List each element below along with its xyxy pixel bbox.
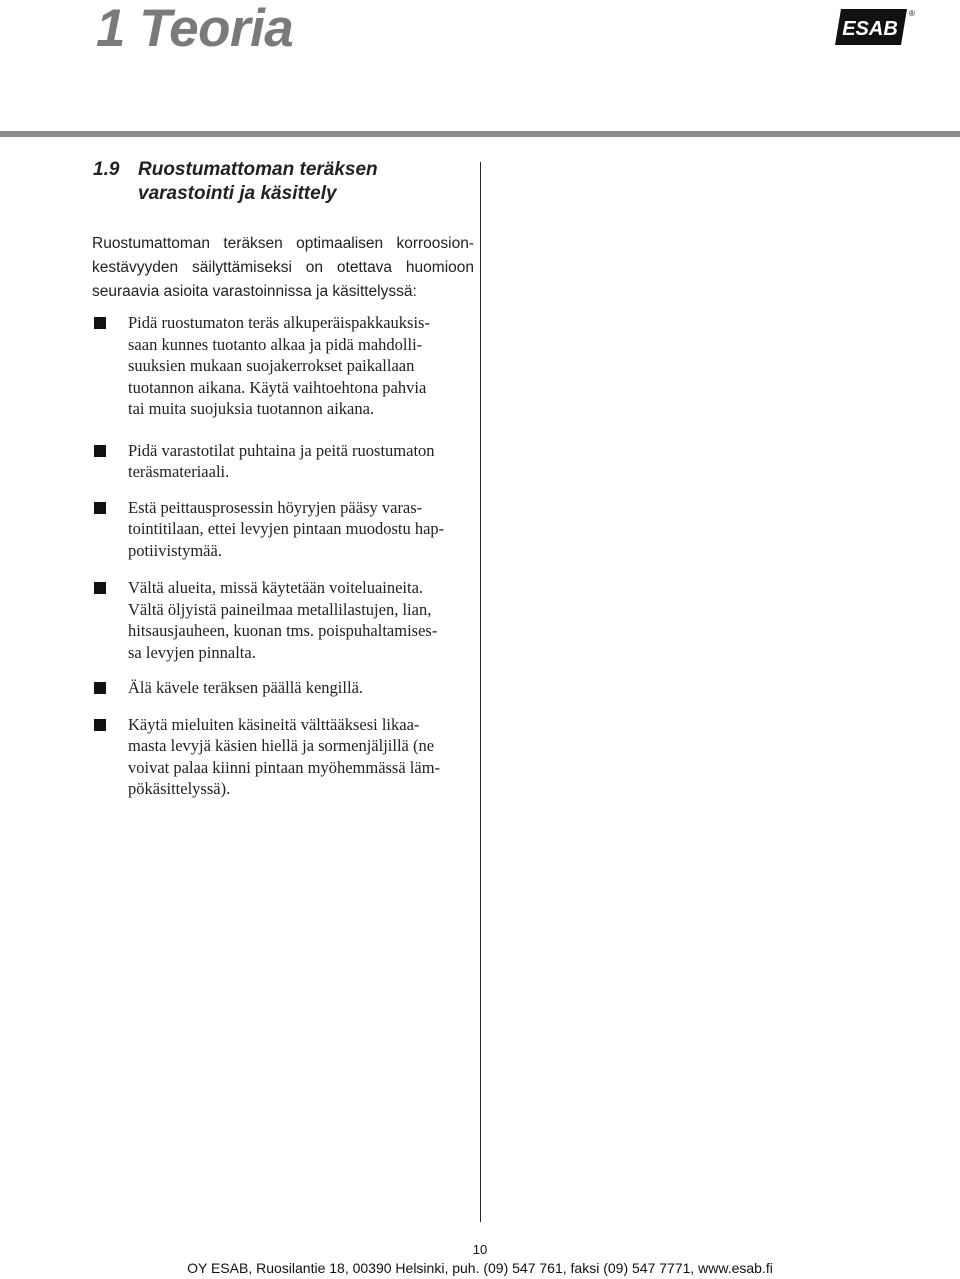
section-heading (93, 158, 473, 206)
square-bullet-icon (94, 445, 106, 457)
list-item-line: Vältä alueita, missä käytetään voiteluaineita. (128, 578, 424, 597)
list-item-line: teräsmateriaali. (128, 462, 230, 481)
header-rule (0, 131, 960, 137)
list-item-line: Pidä varastotilat puhtaina ja peitä ruostumaton (128, 440, 435, 460)
section-number: 1.9 (93, 159, 120, 180)
list-item-line: masta levyjä käsien hiellä ja sormenjäljillä (ne (128, 736, 435, 755)
list-item (92, 677, 482, 699)
bullet-list (92, 312, 482, 800)
intro-line: seuraavia asioita varastoinnissa ja käsittelyssä: (92, 283, 417, 300)
section-title-line-1: Ruostumattoman teräksen (138, 159, 378, 180)
list-item (92, 714, 482, 800)
list-item-line: Vältä öljyistä paineilmaa metallilastujen, lian, (128, 599, 432, 619)
list-item-line: Käytä mieluiten käsineitä välttääksesi likaa- (128, 714, 420, 734)
square-bullet-icon (94, 502, 106, 514)
intro-line: kestävyyden säilyttämiseksi on otettava huomioon (92, 259, 474, 276)
list-item-line: tointitilaan, ettei levyjen pintaan muodostu hap- (128, 519, 445, 538)
list-item-line: tai muita suojuksia tuotannon aikana. (128, 399, 375, 418)
list-item-line: saan kunnes tuotanto alkaa ja pidä mahdolli- (128, 334, 423, 354)
list-item-line: sa levyjen pinnalta. (128, 642, 256, 662)
list-item-line: suuksien mukaan suojakerrokset paikallaan (128, 356, 415, 375)
list-item-line: Pidä ruostumaton teräs alkuperäispakkauksis- (128, 313, 430, 332)
list-item (92, 577, 482, 663)
list-item-line: tuotannon aikana. Käytä vaihtoehtona pahvia (128, 377, 427, 397)
section-title-line-2: varastointi ja käsittely (138, 183, 337, 204)
list-item (92, 312, 482, 420)
esab-logo-graphic (833, 6, 915, 48)
square-bullet-icon (94, 582, 106, 594)
list-item-line: voivat palaa kiinni pintaan myöhemmässä läm- (128, 757, 441, 777)
list-item (92, 440, 482, 483)
list-item-line: hitsausjauheen, kuonan tms. poispuhaltamises- (128, 621, 438, 640)
list-item-line: Estä peittausprosessin höyryjen pääsy varas- (128, 497, 423, 517)
intro-paragraph (92, 232, 474, 304)
square-bullet-icon (94, 317, 106, 329)
list-item-line: pökäsittelyssä). (128, 779, 231, 798)
page-number: 10 (472, 1242, 488, 1257)
registered-mark: ® (909, 9, 915, 18)
intro-line: Ruostumattoman teräksen optimaalisen korroosion- (92, 235, 474, 252)
list-item-line: Älä kävele teräksen päällä kengillä. (128, 678, 364, 697)
esab-logo-text: ESAB (842, 18, 898, 40)
list-item-line: potiivistymää. (128, 540, 222, 560)
esab-logo (833, 6, 915, 48)
footer-address: OY ESAB, Ruosilantie 18, 00390 Helsinki, puh. (09) 547 761, faksi (09) 547 7771, www.esab.fi (187, 1260, 773, 1276)
square-bullet-icon (94, 682, 106, 694)
list-item (92, 497, 482, 562)
square-bullet-icon (94, 719, 106, 731)
chapter-title: 1 Teoria (96, 0, 294, 58)
